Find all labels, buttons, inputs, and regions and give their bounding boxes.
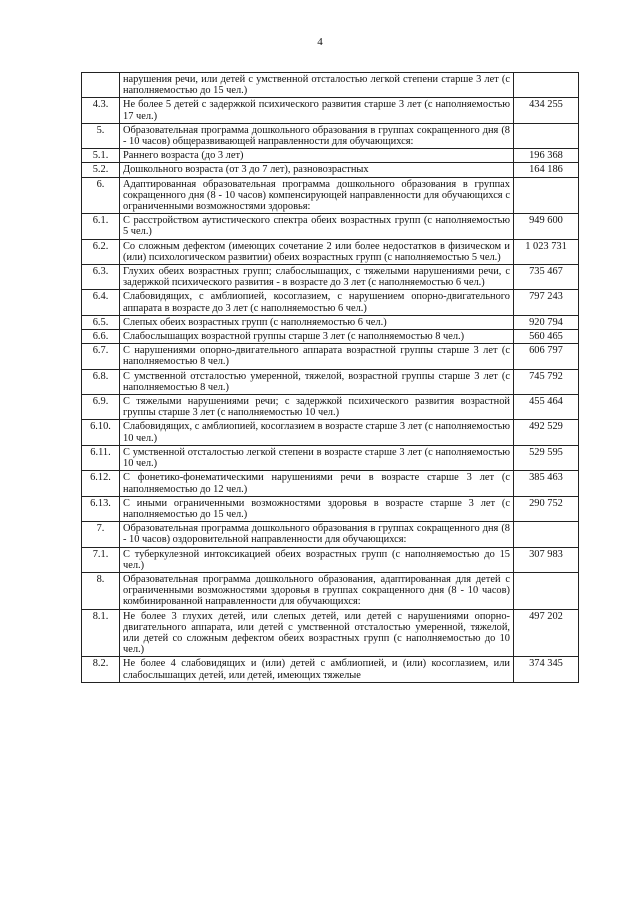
table-row xyxy=(82,315,579,329)
table-row xyxy=(82,149,579,163)
row-value: 307 983 xyxy=(514,547,579,572)
row-number: 6. xyxy=(82,177,120,214)
row-description: Образовательная программа дошкольного образования в группах сокращенного дня (8 - 10 часов) общеразвивающей направленности для обучающихся: xyxy=(120,123,514,148)
tariff-table xyxy=(81,72,579,683)
table-row xyxy=(82,609,579,657)
row-number: 7.1. xyxy=(82,547,120,572)
row-number: 6.5. xyxy=(82,315,120,329)
row-description: Образовательная программа дошкольного образования, адаптированная для детей с ограниченными возможностями здоровья в группах сокращенного дня (8 - 10 часов) комбинированной направленности для обучающихся: xyxy=(120,572,514,609)
row-number: 6.10. xyxy=(82,420,120,445)
table-row xyxy=(82,657,579,682)
row-number: 5. xyxy=(82,123,120,148)
table-row xyxy=(82,395,579,420)
row-description: С умственной отсталостью легкой степени в возрасте старше 3 лет (с наполняемостью 10 чел.) xyxy=(120,445,514,470)
row-number: 7. xyxy=(82,522,120,547)
table-row xyxy=(82,572,579,609)
row-value: 920 794 xyxy=(514,315,579,329)
row-number: 6.9. xyxy=(82,395,120,420)
row-number: 5.2. xyxy=(82,163,120,177)
table-row xyxy=(82,547,579,572)
row-description: Дошкольного возраста (от 3 до 7 лет), разновозрастных xyxy=(120,163,514,177)
row-value: 529 595 xyxy=(514,445,579,470)
row-description: С иными ограниченными возможностями здоровья в возрасте старше 3 лет (с наполняемостью до 15 чел.) xyxy=(120,496,514,521)
row-value: 374 345 xyxy=(514,657,579,682)
table-row xyxy=(82,290,579,315)
table-row xyxy=(82,214,579,239)
row-number: 8. xyxy=(82,572,120,609)
row-number: 8.1. xyxy=(82,609,120,657)
table-row xyxy=(82,163,579,177)
row-number: 6.12. xyxy=(82,471,120,496)
table-row xyxy=(82,420,579,445)
row-description: С расстройством аутистического спектра обеих возрастных групп (с наполняемостью 5 чел.) xyxy=(120,214,514,239)
row-description: С тяжелыми нарушениями речи; с задержкой психического развития возрастной группы старше 3 лет (с наполняемостью 10 чел.) xyxy=(120,395,514,420)
table-row xyxy=(82,344,579,369)
row-description: нарушения речи, или детей с умственной отсталостью легкой степени старше 3 лет (с наполняемостью до 15 чел.) xyxy=(120,73,514,98)
row-description: Слабослышащих возрастной группы старше 3 лет (с наполняемостью 8 чел.) xyxy=(120,330,514,344)
row-value: 385 463 xyxy=(514,471,579,496)
table-row xyxy=(82,239,579,264)
table-row xyxy=(82,98,579,123)
row-description: Слепых обеих возрастных групп (с наполняемостью 6 чел.) xyxy=(120,315,514,329)
row-value: 492 529 xyxy=(514,420,579,445)
row-value: 735 467 xyxy=(514,265,579,290)
row-value xyxy=(514,177,579,214)
row-value: 745 792 xyxy=(514,369,579,394)
table-row xyxy=(82,496,579,521)
row-description: С нарушениями опорно-двигательного аппарата возрастной группы старше 3 лет (с наполняемостью 8 чел.) xyxy=(120,344,514,369)
row-number: 6.13. xyxy=(82,496,120,521)
row-number: 6.2. xyxy=(82,239,120,264)
row-number: 6.8. xyxy=(82,369,120,394)
row-number: 6.3. xyxy=(82,265,120,290)
row-value xyxy=(514,572,579,609)
row-value: 290 752 xyxy=(514,496,579,521)
table-row xyxy=(82,522,579,547)
row-number xyxy=(82,73,120,98)
row-value: 949 600 xyxy=(514,214,579,239)
row-value xyxy=(514,522,579,547)
row-number: 5.1. xyxy=(82,149,120,163)
row-value: 164 186 xyxy=(514,163,579,177)
row-value: 606 797 xyxy=(514,344,579,369)
row-description: Слабовидящих, с амблиопией, косоглазием в возрасте старше 3 лет (с наполняемостью 10 чел.) xyxy=(120,420,514,445)
row-description: Со сложным дефектом (имеющих сочетание 2 или более недостатков в физическом и (или) психологическом развитии) обеих возрастных групп (с наполняемостью 5 чел.) xyxy=(120,239,514,264)
row-description: Не более 3 глухих детей, или слепых детей, или детей с нарушениями опорно-двигательного аппарата, или детей с умственной отсталостью умеренной, тяжелой, или детей со сложным дефектом обеих возрастных групп (с наполняемостью до 10 чел.) xyxy=(120,609,514,657)
table-row xyxy=(82,265,579,290)
row-value xyxy=(514,73,579,98)
row-description: С умственной отсталостью умеренной, тяжелой, возрастной группы старше 3 лет (с наполняемостью 8 чел.) xyxy=(120,369,514,394)
row-description: С туберкулезной интоксикацией обеих возрастных групп (с наполняемостью до 15 чел.) xyxy=(120,547,514,572)
row-value: 797 243 xyxy=(514,290,579,315)
row-value: 455 464 xyxy=(514,395,579,420)
page-number: 4 xyxy=(317,36,323,48)
row-description: Не более 5 детей с задержкой психического развития старше 3 лет (с наполняемостью 17 чел.) xyxy=(120,98,514,123)
table-row xyxy=(82,73,579,98)
row-description: Адаптированная образовательная программа дошкольного образования в группах сокращенного дня (8 - 10 часов) компенсирующей направленности для обучающихся с ограниченными возможностями здоровья: xyxy=(120,177,514,214)
row-number: 6.1. xyxy=(82,214,120,239)
row-number: 6.11. xyxy=(82,445,120,470)
row-description: Слабовидящих, с амблиопией, косоглазием, с нарушением опорно-двигательного аппарата в возрасте до 3 лет (с наполняемостью 6 чел.) xyxy=(120,290,514,315)
table-row xyxy=(82,123,579,148)
row-description: С фонетико-фонематическими нарушениями речи в возрасте старше 3 лет (с наполняемостью до 12 чел.) xyxy=(120,471,514,496)
row-number: 6.4. xyxy=(82,290,120,315)
row-value: 434 255 xyxy=(514,98,579,123)
row-value: 1 023 731 xyxy=(514,239,579,264)
row-value: 497 202 xyxy=(514,609,579,657)
table-row xyxy=(82,369,579,394)
row-value: 560 465 xyxy=(514,330,579,344)
row-number: 6.6. xyxy=(82,330,120,344)
table-row xyxy=(82,445,579,470)
table-row xyxy=(82,471,579,496)
row-description: Не более 4 слабовидящих и (или) детей с амблиопией, и (или) косоглазием, или слабослышащих детей, или детей, имеющих тяжелые xyxy=(120,657,514,682)
row-value xyxy=(514,123,579,148)
row-number: 8.2. xyxy=(82,657,120,682)
table-row xyxy=(82,330,579,344)
row-description: Образовательная программа дошкольного образования в группах сокращенного дня (8 - 10 часов) оздоровительной направленности для обучающихся: xyxy=(120,522,514,547)
row-value: 196 368 xyxy=(514,149,579,163)
row-number: 6.7. xyxy=(82,344,120,369)
row-description: Глухих обеих возрастных групп; слабослышащих, с тяжелыми нарушениями речи, с задержкой психического развития - в возрасте до 3 лет (с наполняемостью 6 чел.) xyxy=(120,265,514,290)
row-description: Раннего возраста (до 3 лет) xyxy=(120,149,514,163)
table-row xyxy=(82,177,579,214)
row-number: 4.3. xyxy=(82,98,120,123)
